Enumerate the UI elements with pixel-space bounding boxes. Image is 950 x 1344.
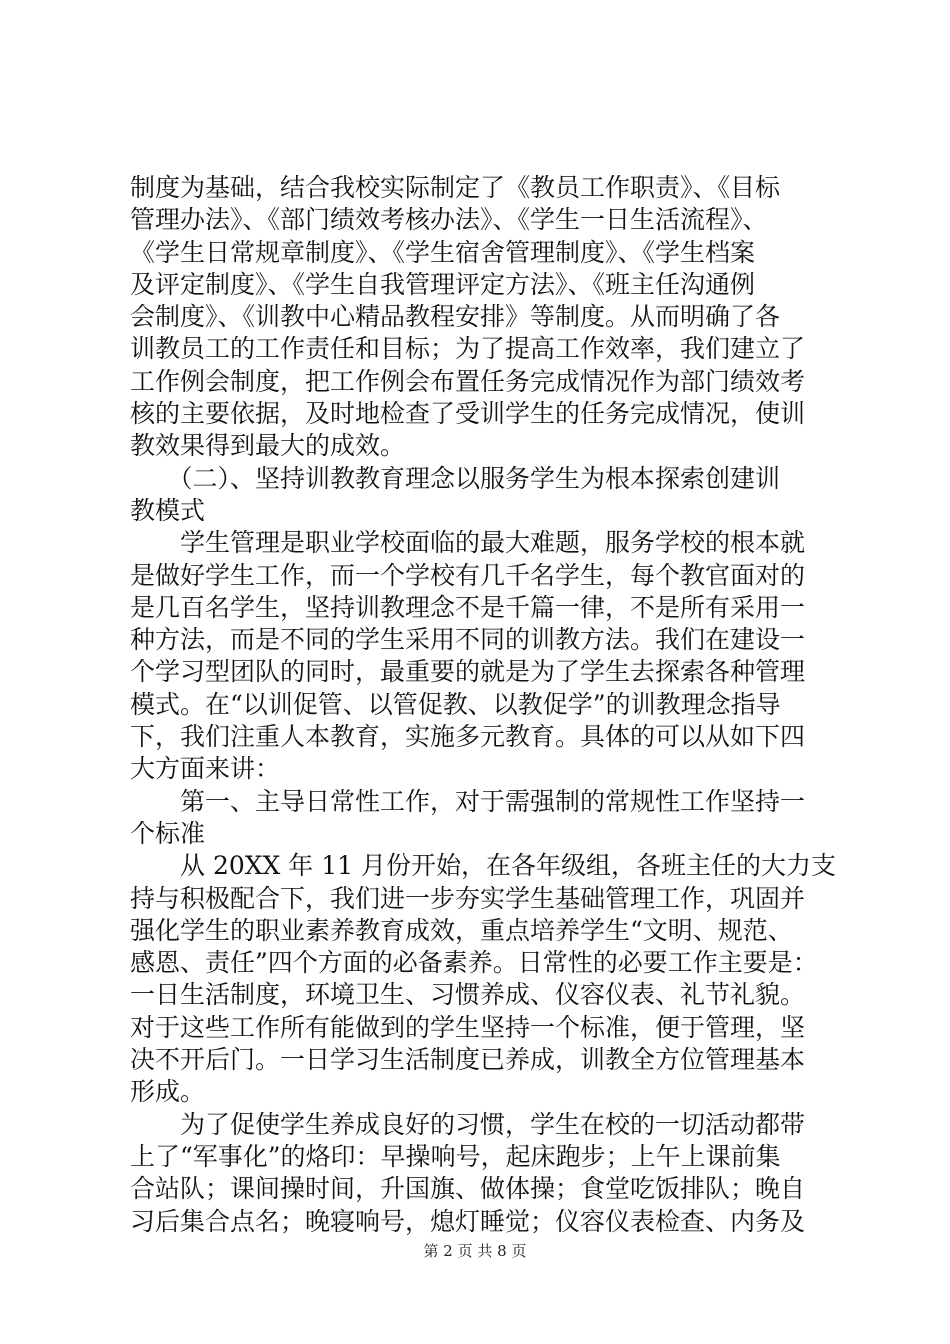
text-line: 工作例会制度，把工作例会布置任务完成情况作为部门绩效考 <box>130 366 806 396</box>
text-line: 大方面来讲： <box>130 754 281 784</box>
text-line: 形成。 <box>130 1077 206 1107</box>
text-line: 及评定制度》、《学生自我管理评定方法》、《班主任沟通例 <box>130 269 756 299</box>
text-line: （二）、坚持训教教育理念以服务学生为根本探索创建训 <box>130 463 781 493</box>
text-line: 学生管理是职业学校面临的最大难题，服务学校的根本就 <box>130 528 806 558</box>
text-line: 核的主要依据，及时地检查了受训学生的任务完成情况，使训 <box>130 399 806 429</box>
text-line: 《学生日常规章制度》、《学生宿舍管理制度》、《学生档案 <box>130 237 756 267</box>
text-line: 会制度》、《训教中心精品教程安排》等制度。从而明确了各 <box>130 302 781 332</box>
text-line: 强化学生的职业素养教育成效，重点培养学生“文明、规范、 <box>130 915 793 945</box>
text-line: 教效果得到最大的成效。 <box>130 431 406 461</box>
text-line: 种方法，而是不同的学生采用不同的训教方法。我们在建设一 <box>130 625 806 655</box>
text-line: 持与积极配合下，我们进一步夯实学生基础管理工作，巩固并 <box>130 883 806 913</box>
text-line: 是做好学生工作，而一个学校有几千名学生，每个教官面对的 <box>130 560 806 590</box>
text-line: 个学习型团队的同时，最重要的就是为了学生去探索各种管理 <box>130 657 806 687</box>
page-footer: 第 2 页 共 8 页 <box>423 1242 527 1260</box>
text-line: 下，我们注重人本教育，实施多元教育。具体的可以从如下四 <box>130 722 806 752</box>
text-line: 是几百名学生，坚持训教理念不是千篇一律，不是所有采用一 <box>130 592 806 622</box>
text-line: 合站队；课间操时间，升国旗、做体操；食堂吃饭排队；晚自 <box>130 1174 806 1204</box>
text-line: 为了促使学生养成良好的习惯，学生在校的一切活动都带 <box>130 1109 806 1139</box>
body-text <box>130 172 840 1238</box>
text-line: 习后集合点名；晚寝响号，熄灯睡觉；仪容仪表检查、内务及 <box>130 1206 806 1236</box>
text-line: 教模式 <box>130 495 206 525</box>
text-line: 模式。在“以训促管、以管促教、以教促学”的训教理念指导 <box>130 689 781 719</box>
text-line: 第一、主导日常性工作，对于需强制的常规性工作坚持一 <box>130 786 806 816</box>
text-line: 决不开后门。一日学习生活制度已养成，训教全方位管理基本 <box>130 1045 806 1075</box>
text-line: 管理办法》、《部门绩效考核办法》、《学生一日生活流程》、 <box>130 205 768 235</box>
text-line: 制度为基础，结合我校实际制定了《教员工作职责》、《目标 <box>130 173 781 202</box>
text-line: 对于这些工作所有能做到的学生坚持一个标准，便于管理，坚 <box>130 1012 806 1042</box>
text-line: 从 20XX 年 11 月份开始，在各年级组，各班主任的大力支 <box>130 851 837 881</box>
text-line: 上了“军事化”的烙印：早操响号，起床跑步；上午上课前集 <box>130 1141 781 1171</box>
text-line: 个标准 <box>130 818 206 848</box>
text-line: 感恩、责任”四个方面的必备素养。日常性的必要工作主要是： <box>130 948 818 978</box>
text-line: 训教员工的工作责任和目标；为了提高工作效率，我们建立了 <box>130 334 806 364</box>
text-line: 一日生活制度，环境卫生、习惯养成、仪容仪表、礼节礼貌。 <box>130 980 806 1010</box>
